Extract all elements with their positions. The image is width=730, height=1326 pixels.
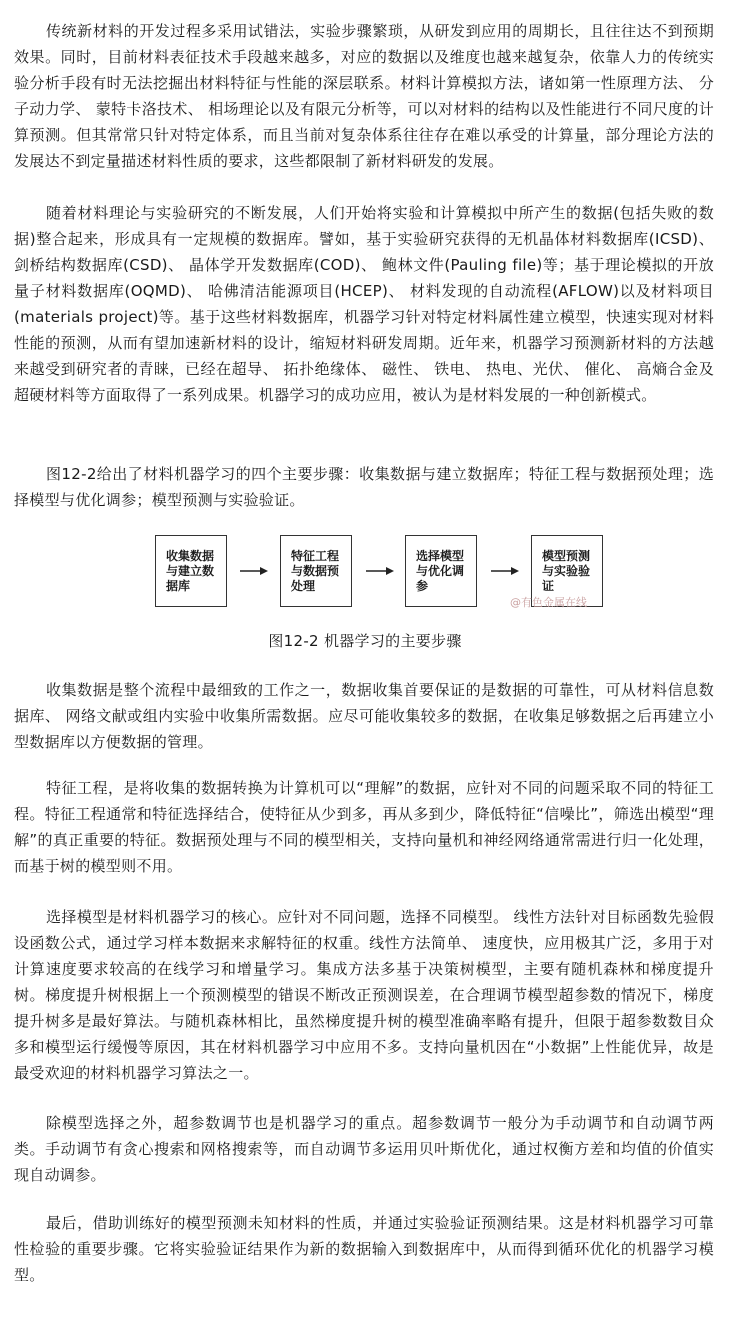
figure-caption: 图12-2 机器学习的主要步骤 [268,632,462,650]
paragraph-steps-overview: 图12-2给出了材料机器学习的四个主要步骤：收集数据与建立数据库；特征工程与数据预处理；选择模型与优化调参；模型预测与实验验证。 [14,465,714,509]
step-label: 特征工程与数据预处理 [291,548,340,593]
paragraph-model-selection: 选择模型是材料机器学习的核心。应针对不同问题，选择不同模型。 线性方法针对目标函数先验假设函数公式，通过学习样本数据来求解特征的权重。线性方法简单、 速度快，应用极其广泛，多用于对计算速度要求较高的在线学习和增量学习。集成方法多基于决策树模型，主要有随机森林和梯度提升树。梯度提升树根据上一个预测模型的错误不断改正预测误差，在合理调节模型超参数的情况下，梯度提升树多是最好算法。与随机森林相比，虽然梯度提升树的模型准确率略有提升，但限于超参数数目众多和模型运行缓慢等原因，其在材料机器学习中应用不多。支持向量机因在“小数据”上性能优异，故是最受欢迎的材料机器学习算法之一。 [14,908,714,1082]
flow-diagram [155,535,605,611]
step-label: 选择模型与优化调参 [416,548,465,593]
watermark: @有色金属在线 [510,596,587,609]
paragraph-prediction-verification: 最后，借助训练好的模型预测未知材料的性质，并通过实验验证预测结果。这是材料机器学习可靠性检验的重要步骤。它将实验验证结果作为新的数据输入到数据库中，从而得到循环优化的机器学习模型。 [14,1214,714,1284]
paragraph-feature-engineering: 特征工程，是将收集的数据转换为计算机可以“理解”的数据，应针对不同的问题采取不同的特征工程。特征工程通常和特征选择结合，使特征从少到多，再从多到少，降低特征“信噪比”，筛选出模型“理解”的真正重要的特征。数据预处理与不同的模型相关，支持向量机和神经网络通常需进行归一化处理，而基于树的模型则不用。 [14,779,714,875]
arrow-right-icon [366,564,394,578]
step-box-feature-engineering [280,535,352,607]
arrow-right-icon [491,564,519,578]
paragraph-data-collection: 收集数据是整个流程中最细致的工作之一，数据收集首要保证的是数据的可靠性，可从材料信息数据库、 网络文献或组内实验中收集所需数据。应尽可能收集较多的数据，在收集足够数据之后再建立小型数据库以方便数据的管理。 [14,681,714,751]
step-box-collect-data [155,535,227,607]
step-box-select-model [405,535,477,607]
step-label: 收集数据与建立数据库 [166,548,215,593]
paragraph-hyperparameter-tuning: 除模型选择之外，超参数调节也是机器学习的重点。超参数调节一般分为手动调节和自动调节两类。手动调节有贪心搜索和网格搜索等，而自动调节多运用贝叶斯优化，通过权衡方差和均值的价值实现自动调参。 [14,1114,714,1184]
paragraph-intro: 传统新材料的开发过程多采用试错法，实验步骤繁琐，从研发到应用的周期长，且往往达不到预期效果。同时，目前材料表征技术手段越来越多，对应的数据以及维度也越来越复杂，依靠人力的传统实验分析手段有时无法挖掘出材料特征与性能的深层联系。材料计算模拟方法，诸如第一性原理方法、 分子动力学、 蒙特卡洛技术、 相场理论以及有限元分析等，可以对材料的结构以及性能进行不同尺度的计算预测。但其常常只针对特定体系，而且当前对复杂体系往往存在难以承受的计算量，部分理论方法的发展达不到定量描述材料性质的要求，这些都限制了新材料研发的发展。 [14,22,714,170]
step-label: 模型预测与实验验证 [542,548,591,593]
arrow-right-icon [240,564,268,578]
paragraph-databases: 随着材料理论与实验研究的不断发展，人们开始将实验和计算模拟中所产生的数据(包括失败的数据)整合起来，形成具有一定规模的数据库。譬如，基于实验研究获得的无机晶体材料数据库(ICSD)、 剑桥结构数据库(CSD)、 晶体学开发数据库(COD)、 鲍林文件(Pauling file)等；基于理论模拟的开放量子材料数据库(OQMD)、 哈佛清洁能源项目(HCEP)、 材料发现的自动流程(AFLOW)以及材料项目(materials project)等。基于这些材料数据库，机器学习针对特定材料属性建立模型，快速实现对材料性能的预测，从而有望加速新材料的设计，缩短材料研发周期。近年来，机器学习预测新材料的方法越来越受到研究者的青睐，已经在超导、 拓扑绝缘体、 磁性、 铁电、 热电、光伏、 催化、 高熵合金及超硬材料等方面取得了一系列成果。机器学习的成功应用，被认为是材料发展的一种创新模式。 [14,204,714,404]
